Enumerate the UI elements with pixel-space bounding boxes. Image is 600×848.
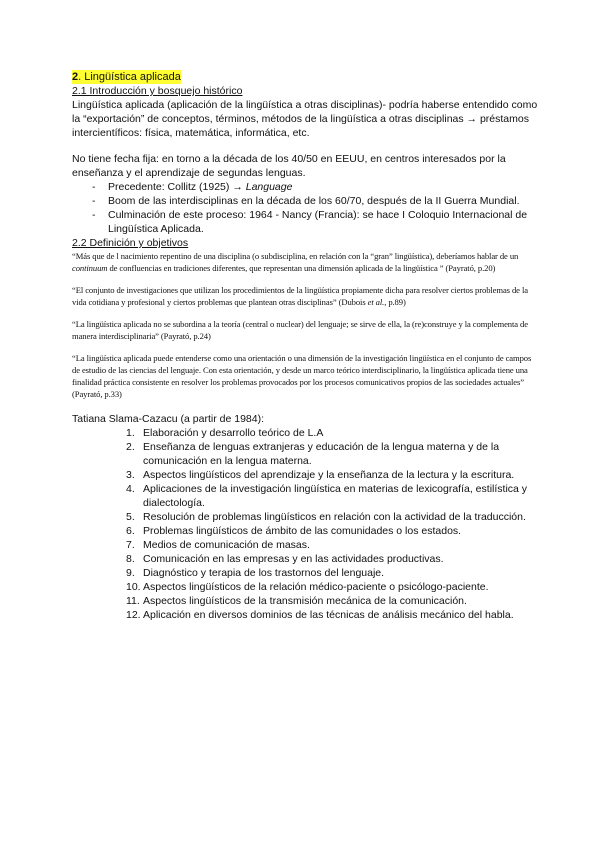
list-item: 4. Aplicaciones de la investigación lingüística en materias de lexicografía, estilística y dialectología. bbox=[126, 483, 528, 509]
list-item: 1. Elaboración y desarrollo teórico de L.A bbox=[126, 427, 324, 439]
bullet-item: - Culminación de este proceso: 1964 - Nancy (Francia): se hace I Coloquio Internacional de Lingüística Aplicada. bbox=[92, 208, 538, 236]
history-paragraph: No tiene fecha fija: en torno a la década de los 40/50 en EEUU, en centros interesados por la enseñanza y el aprendizaje de segundas lenguas. bbox=[72, 153, 506, 179]
list-item: 7. Medios de comunicación de masas. bbox=[126, 539, 310, 551]
list-item: 12. Aplicación en diversos dominios de las técnicas de análisis mecánico del habla. bbox=[126, 609, 514, 621]
applications-list bbox=[72, 426, 538, 622]
section-title: . Lingüística aplicada bbox=[78, 71, 181, 83]
list-item: 11. Aspectos lingüísticos de la transmisión mecánica de la comunicación. bbox=[126, 595, 467, 607]
list-item: 8. Comunicación en las empresas y en las actividades productivas. bbox=[126, 553, 444, 565]
subsection-title-2: 2.2 Definición y objetivos bbox=[72, 237, 189, 249]
bullet-item: - Boom de las interdisciplinas en la década de los 60/70, después de la II Guerra Mundial. bbox=[92, 194, 538, 208]
quote-3: “La lingüística aplicada no se subordina a la teoría (central o nuclear) del lenguaje; se sirve de ella, la (re)construye y la complementa de manera interdisciplinaria” (Payrató, p.24) bbox=[72, 319, 528, 341]
quote-2: “El conjunto de investigaciones que utilizan los procedimientos de la lingüística propiamente dicha para resolver ciertos problemas de la vida cotidiana y profesional y ciertos problemas que plantean otras disciplinas” (Dubois et al., p.89) bbox=[72, 285, 528, 307]
author-line: Tatiana Slama-Cazacu (a partir de 1984): bbox=[72, 413, 265, 425]
list-item: 10. Aspectos lingüísticos de la relación médico-paciente o psicólogo-paciente. bbox=[126, 581, 489, 593]
quote-1: “Más que de l nacimiento repentino de una disciplina (o subdisciplina, en relación con la “gran” lingüística), deberíamos hablar de un continuum de confluencias en tradiciones diferentes, que representan una dimensión aplicada de la lingüística ” (Payrató, p.20) bbox=[72, 251, 519, 273]
intro-paragraph: Lingüística aplicada (aplicación de la lingüística a otras disciplinas)- podría haberse entendido como la “exportación” de conceptos, términos, métodos de la lingüística a otras disciplinas → préstamos intercientíficos: física, matemática, informática, etc. bbox=[72, 99, 538, 139]
quote-4: “La lingüística aplicada puede entenderse como una orientación o una dimensión de la investigación lingüística en el conjunto de campos de estudio de las ciencias del lenguaje. Con esta orientación, y desde un marco teórico interdisciplinario, la lingüística aplicada tiene una finalidad práctica consistente en resolver los problemas provocados por los procesos comunicativos propios de las sociedades actuales” (Payrató, p.33) bbox=[72, 353, 532, 399]
section-number: 2 bbox=[72, 71, 79, 83]
bullet-item: - Precedente: Collitz (1925) → Language bbox=[92, 180, 538, 194]
history-bullets bbox=[72, 180, 538, 236]
list-item: 9. Diagnóstico y terapia de los trastornos del lenguaje. bbox=[126, 567, 385, 579]
list-item: 6. Problemas lingüísticos de ámbito de las comunidades o los estados. bbox=[126, 525, 462, 537]
list-item: 2. Enseñanza de lenguas extranjeras y educación de la lengua materna y de la comunicación en la lengua materna. bbox=[126, 441, 500, 467]
section-heading bbox=[72, 70, 181, 84]
list-item: 3. Aspectos lingüísticos del aprendizaje y la enseñanza de la lectura y la escritura. bbox=[126, 469, 515, 481]
subsection-title-1: 2.1 Introducción y bosquejo histórico bbox=[72, 85, 243, 97]
list-item: 5. Resolución de problemas lingüísticos en relación con la actividad de la traducción. bbox=[126, 511, 526, 523]
